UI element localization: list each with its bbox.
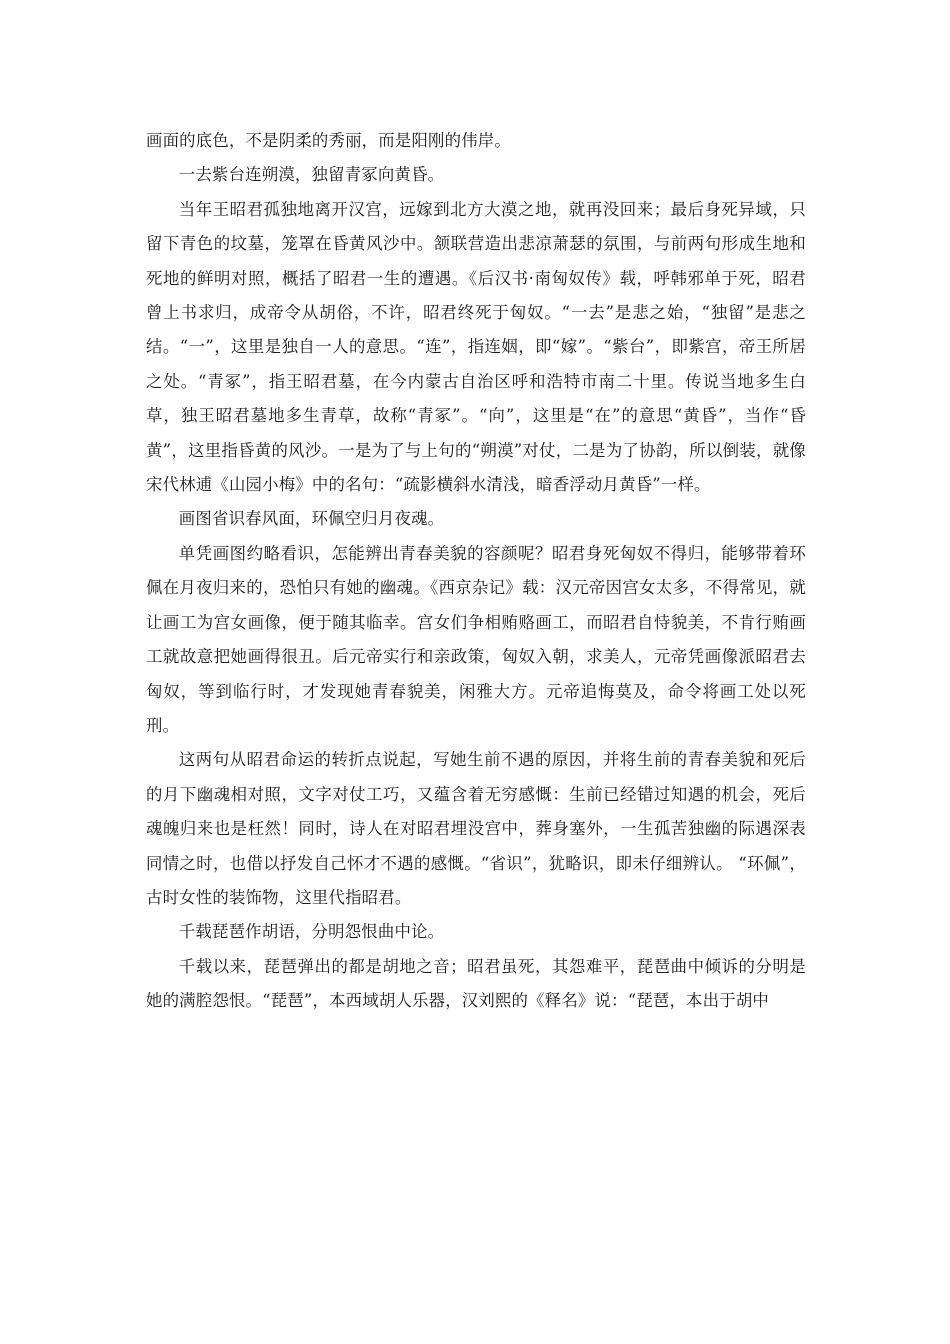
poem-line-2: 画图省识春风面，环佩空归月夜魂。 bbox=[178, 509, 445, 529]
poem-line-1: 一去紫台连朔漠，独留青冢向黄昏。 bbox=[178, 165, 445, 185]
paragraph-commentary-3: 这两句从昭君命运的转折点说起，写她生前不遇的原因，并将生前的青春美貌和死后的月下幽魂相对照，文字对仗工巧，又蕴含着无穷感慨：生前已经错过知遇的机会，死后魂魄归来也是枉然！同时，诗人在对昭君埋没宫中，葬身塞外，一生孤苦独幽的际遇深表同情之时，也借以抒发自己怀才不遇的感慨。“省识”，犹略识，即未仔细辨认。 “环佩”，古时女性的装饰物，这里代指昭君。 bbox=[146, 750, 806, 907]
paragraph-commentary-4: 千载以来，琵琶弹出的都是胡地之音；昭君虽死，其怨难平，琵琶曲中倾诉的分明是她的满腔怨恨。“琵琶”，本西域胡人乐器，汉刘熙的《释名》说：“琵琶，本出于胡中 bbox=[146, 956, 806, 1011]
paragraph-commentary-1: 当年王昭君孤独地离开汉宫，远嫁到北方大漠之地，就再没回来；最后身死异域，只留下青色的坟墓，笼罩在昏黄风沙中。颔联营造出悲凉萧瑟的氛围，与前两句形成生地和死地的鲜明对照，概括了昭君一生的遭遇。《后汉书·南匈奴传》载，呼韩邪单于死，昭君曾上书求归，成帝令从胡俗，不许，昭君终死于匈奴。“一去”是悲之始，“独留”是悲之结。“一”，这里是独自一人的意思。“连”，指连姻，即“嫁”。“紫台”，即紫宫，帝王所居之处。“青冢”，指王昭君墓，在今内蒙古自治区呼和浩特市南二十里。传说当地多生白草，独王昭君墓地多生青草，故称“青冢”。“向”，这里是“在”的意思“黄昏”，当作“昏黄”，这里指昏黄的风沙。一是为了与上句的“朔漠”对仗，二是为了协韵，所以倒装，就像宋代林逋《山园小梅》中的名句：“疏影横斜水清浅，暗香浮动月黄昏”一样。 bbox=[146, 199, 806, 495]
poem-line-3: 千载琵琶作胡语，分明怨恨曲中论。 bbox=[178, 922, 445, 942]
paragraph-1: 画面的底色，不是阴柔的秀丽，而是阳刚的伟岸。 bbox=[146, 131, 511, 150]
document-body bbox=[146, 124, 806, 1019]
paragraph-commentary-2: 单凭画图约略看识，怎能辨出青春美貌的容颜呢？昭君身死匈奴不得归，能够带着环佩在月夜归来的，恐怕只有她的幽魂。《西京杂记》载：汉元帝因宫女太多，不得常见，就让画工为宫女画像，便于随其临幸。宫女们争相贿赂画工，而昭君自恃貌美，不肯行贿画工就故意把她画得很丑。后元帝实行和亲政策，匈奴入朝，求美人，元帝凭画像派昭君去匈奴，等到临行时，才发现她青春貌美，闲雅大方。元帝追悔莫及，命令将画工处以死刑。 bbox=[146, 543, 806, 735]
